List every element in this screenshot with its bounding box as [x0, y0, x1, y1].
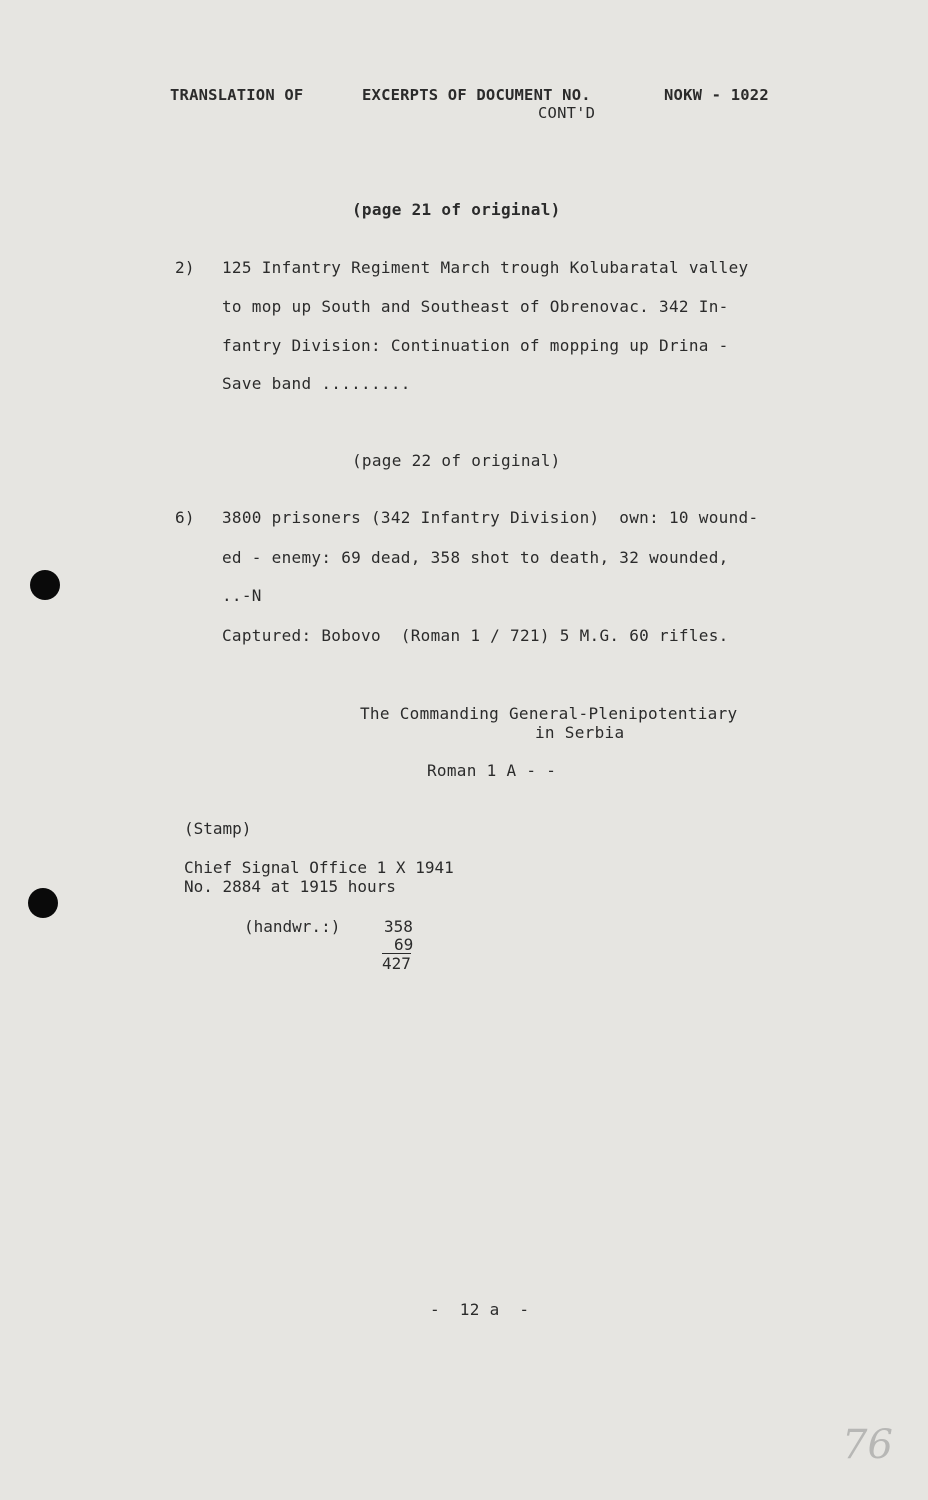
section1-line-2: to mop up South and Southeast of Obrenovac. 342 In- — [222, 297, 729, 316]
section2-line-4: Captured: Bobovo (Roman 1 / 721) 5 M.G. 60 rifles. — [222, 626, 729, 645]
margin-handwritten-number: 76 — [842, 1422, 893, 1468]
document-number: NOKW - 1022 — [664, 86, 769, 104]
header-continued: CONT'D — [538, 104, 596, 122]
section1-line-4: Save band ......... — [222, 374, 411, 393]
page-number: - 12 a - — [430, 1300, 530, 1319]
item-number-2: 2) — [175, 258, 195, 277]
signature-location: in Serbia — [535, 723, 625, 742]
signature-reference: Roman 1 A - - — [427, 761, 557, 780]
section2-line-3: ..-N — [222, 586, 262, 605]
page-reference-21: (page 21 of original) — [352, 200, 561, 219]
punch-hole-top — [30, 570, 60, 600]
header-title-mid: EXCERPTS OF DOCUMENT NO. — [362, 86, 591, 104]
handwritten-number-1: 358 — [384, 917, 413, 936]
signature-title: The Commanding General-Plenipotentiary — [360, 704, 738, 723]
stamp-number: No. 2884 at 1915 hours — [184, 877, 396, 896]
section2-line-2: ed - enemy: 69 dead, 358 shot to death, 32 wounded, — [222, 548, 729, 567]
page-reference-22: (page 22 of original) — [352, 451, 561, 470]
stamp-office: Chief Signal Office 1 X 1941 — [184, 858, 454, 877]
header-title-left: TRANSLATION OF — [170, 86, 304, 104]
section1-line-1: 125 Infantry Regiment March trough Kolubaratal valley — [222, 258, 749, 277]
stamp-label: (Stamp) — [184, 819, 252, 838]
section1-line-3: fantry Division: Continuation of mopping up Drina - — [222, 336, 729, 355]
handwritten-number-2: 69 — [394, 935, 414, 954]
handwritten-total: 427 — [382, 954, 411, 973]
handwritten-label: (handwr.:) — [244, 917, 341, 936]
punch-hole-bottom — [28, 888, 58, 918]
section2-line-1: 3800 prisoners (342 Infantry Division) own: 10 wound- — [222, 508, 759, 527]
item-number-6: 6) — [175, 508, 195, 527]
